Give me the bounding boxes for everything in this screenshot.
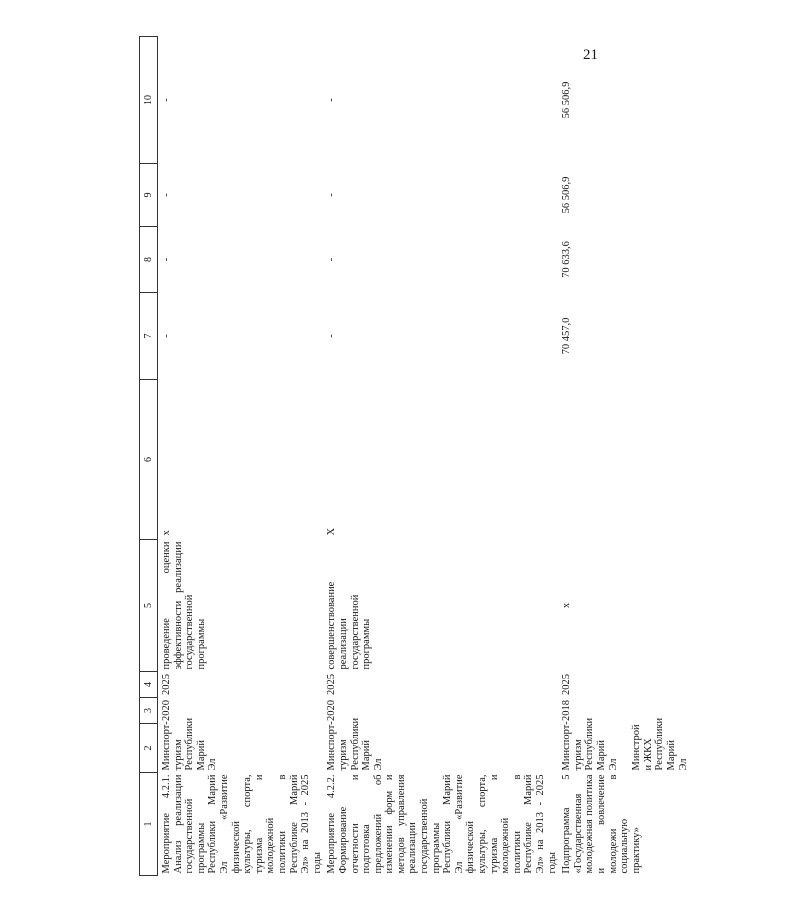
- col8-cell: -: [161, 257, 172, 262]
- col8-cell: 70 633,6: [561, 241, 573, 278]
- column-header-3: 3: [140, 698, 158, 724]
- start-year-cell: 2020: [161, 700, 172, 721]
- program-table: [139, 36, 689, 876]
- table-header-row: [140, 37, 158, 876]
- expected-result-cell: проведение оценки эффективности реализации государственной программы: [161, 541, 207, 670]
- col9-cell: -: [161, 193, 172, 197]
- col10-cell: -: [326, 98, 338, 102]
- col9-cell: -: [326, 193, 338, 197]
- table-row: [158, 37, 324, 876]
- executor-primary: Минспорт-туризм Республики Марий Эл: [561, 717, 619, 771]
- column-header-1: 1: [140, 773, 158, 876]
- column-header-2: 2: [140, 724, 158, 773]
- end-year-cell: 2025: [161, 674, 172, 695]
- executor-cell: [558, 717, 689, 773]
- executor-cell: Минспорт-туризм Республики Марий Эл: [161, 717, 219, 771]
- col10-cell: 56 506,9: [561, 81, 573, 119]
- col6-cell: x: [161, 530, 172, 536]
- executor-cell: Минспорт-туризм Республики Марий Эл: [326, 717, 384, 771]
- measure-name-cell: Мероприятие 4.2.2. Формирование отчетности и подготовка предложений об изменении форм и методов управления реализации государственной программы Республики Марий Эл «Развитие физической культуры, спорта, туризма и молодежной политики в Республике Марий Эл» на 2013 - 2025 годы: [326, 774, 558, 874]
- column-header-6: 6: [140, 380, 158, 540]
- end-year-cell: 2025: [326, 674, 338, 695]
- expected-result-cell: х: [561, 602, 573, 609]
- col7-cell: -: [326, 334, 338, 338]
- col9-cell: 56 506,9: [561, 176, 573, 214]
- expected-result-cell: совершенствование реализации государственной программы: [326, 581, 373, 670]
- executor-secondary: Минстрой и ЖКХ Республики Марий Эл: [631, 717, 689, 771]
- table-row: [558, 37, 689, 876]
- page-number: 21: [583, 47, 598, 63]
- column-header-7: 7: [140, 293, 158, 380]
- col7-cell: -: [161, 334, 172, 338]
- rotated-table-wrapper: [139, 37, 802, 876]
- table-row: [323, 37, 558, 876]
- col6-cell: Х: [326, 527, 338, 536]
- column-header-4: 4: [140, 672, 158, 698]
- column-header-5: 5: [140, 540, 158, 672]
- col7-cell: 70 457,0: [561, 317, 573, 355]
- column-header-10: 10: [140, 37, 158, 164]
- start-year-cell: 2018: [561, 700, 573, 721]
- subprogram-name-cell: Подпрограмма 5 «Государственная молодежная политика и вовлечение молодежи в социальную практику»: [561, 774, 642, 874]
- col6-cell: [558, 380, 689, 540]
- col8-cell: -: [326, 257, 338, 262]
- column-header-8: 8: [140, 227, 158, 293]
- measure-name-cell: Мероприятие 4.2.1. Анализ реализации государственной программы Республики Марий Эл «Развитие физической культуры, спорта, туризма и молодежной политики в Республике Марий Эл» на 2013 - 2025 годы: [161, 774, 323, 874]
- col10-cell: -: [161, 98, 172, 102]
- executor-gap: [619, 726, 631, 771]
- end-year-cell: 2025: [561, 674, 573, 695]
- column-header-9: 9: [140, 164, 158, 227]
- start-year-cell: 2020: [326, 700, 338, 721]
